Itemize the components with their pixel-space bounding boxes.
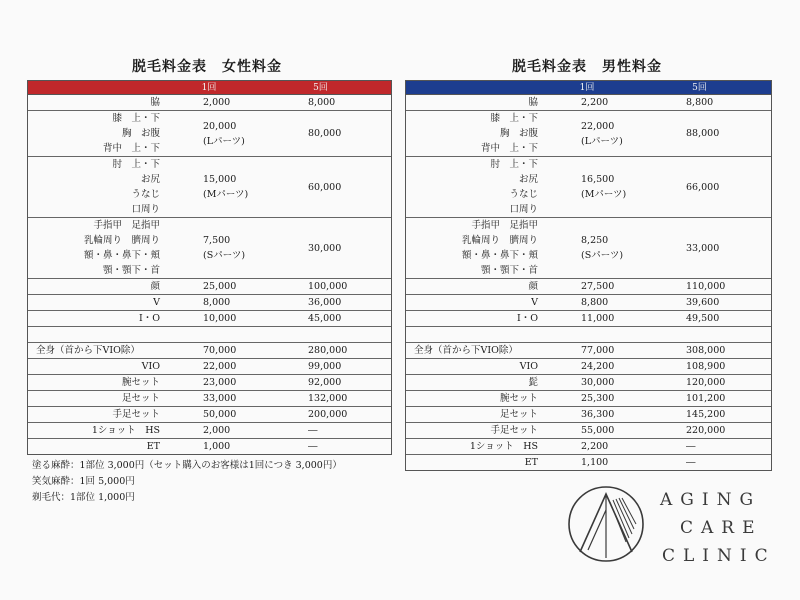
body-part-label: うなじ: [131, 189, 160, 200]
price-1-session-cell: [168, 439, 250, 454]
table-header: [28, 81, 391, 95]
body-part-label: お尻: [140, 174, 160, 185]
body-part-label: 肘 上・下: [490, 159, 538, 170]
price-1-session-cell: [546, 439, 628, 454]
female-price-table: [27, 80, 392, 455]
body-part-label: 手指甲 足指甲: [471, 220, 538, 231]
price-5-sessions-cell: [250, 95, 391, 110]
price-5-sessions-cell: [628, 343, 771, 358]
price-1-session-cell: [168, 343, 250, 358]
table-row: [406, 218, 771, 279]
body-part-label: 膝 上・下: [490, 113, 538, 124]
price-value: 132,000: [308, 393, 348, 404]
body-part-label: 胸 お腹: [121, 128, 160, 139]
body-part-label: 顎・顎下・首: [102, 265, 160, 276]
price-5-sessions-cell: [250, 343, 391, 358]
table-row: [28, 391, 391, 407]
price-5-sessions-cell: [250, 157, 391, 217]
body-part-cell: [406, 295, 546, 310]
body-part-cell: [406, 375, 546, 390]
body-part-label: 肘 上・下: [112, 159, 160, 170]
table-row: [28, 218, 391, 279]
body-part-label: 胸 お腹: [499, 128, 538, 139]
body-part-label: 顎・顎下・首: [480, 265, 538, 276]
price-value: 8,000: [203, 297, 231, 308]
price-5-sessions-cell: [628, 157, 771, 217]
body-part-cell: [406, 157, 546, 217]
price-value: 2,000: [203, 97, 231, 108]
body-part-label: VIO: [519, 361, 538, 372]
price-value: 145,200: [686, 409, 726, 420]
price-value: 8,800: [686, 97, 714, 108]
body-part-label: 全身（首から下VIO除）: [36, 345, 140, 356]
price-value: (Mパーツ): [581, 189, 627, 200]
price-5-sessions-cell: [250, 391, 391, 406]
body-part-label: 背中 上・下: [480, 143, 538, 154]
table-row: [406, 375, 771, 391]
table-row: [28, 157, 391, 218]
body-part-cell: [28, 439, 168, 454]
body-part-label: 1ショット HS: [91, 425, 160, 436]
body-part-cell: [28, 375, 168, 390]
body-part-label: 手足セット: [112, 409, 160, 420]
table-row: [28, 343, 391, 359]
body-part-cell: [406, 311, 546, 326]
logo-text-line: CLINIC: [662, 546, 776, 566]
price-value: 20,000: [203, 120, 237, 132]
price-value: 27,500: [581, 281, 615, 292]
price-1-session-cell: [168, 95, 250, 110]
price-value: (Sパーツ): [203, 250, 246, 261]
table-row: [28, 111, 391, 157]
price-value: 22,000: [203, 361, 237, 372]
table-row: [406, 295, 771, 311]
price-1-session-cell: [168, 279, 250, 294]
price-value: (Lパーツ): [203, 135, 245, 147]
body-part-label: 乳輪周り 臍周り: [461, 235, 538, 246]
price-1-session-cell: [546, 375, 628, 390]
note-line: 剃毛代：1部位 1,000円: [32, 492, 135, 503]
table-row: [406, 157, 771, 218]
price-value: 280,000: [308, 345, 348, 356]
body-part-label: 髭: [528, 377, 538, 388]
price-value: 33,000: [203, 393, 237, 404]
price-value: 11,000: [581, 313, 615, 324]
body-part-label: ET: [146, 441, 160, 452]
body-part-cell: [406, 343, 546, 358]
price-value: 39,600: [686, 297, 720, 308]
price-5-sessions-cell: [250, 279, 391, 294]
body-part-cell: [406, 279, 546, 294]
price-value: 77,000: [581, 345, 615, 356]
price-5-sessions-cell: [250, 375, 391, 390]
price-value: ―: [686, 457, 696, 468]
price-5-sessions-cell: [628, 359, 771, 374]
price-value: 23,000: [203, 377, 237, 388]
price-1-session-cell: [546, 455, 628, 470]
price-value: ―: [308, 425, 318, 436]
body-part-label: 口周り: [131, 204, 160, 215]
price-5-sessions-cell: [628, 295, 771, 310]
table-row: [28, 359, 391, 375]
price-1-session-cell: [546, 157, 628, 217]
price-5-sessions-cell: [628, 455, 771, 470]
body-part-cell: [28, 157, 168, 217]
price-5-sessions-cell: [628, 439, 771, 454]
price-value: 308,000: [686, 345, 726, 356]
price-value: 2,200: [581, 97, 609, 108]
price-value: 1,100: [581, 457, 609, 468]
body-part-label: 乳輪周り 臍周り: [83, 235, 160, 246]
table-row: [28, 423, 391, 439]
body-part-cell: [406, 95, 546, 110]
price-value: 24,200: [581, 361, 615, 372]
body-part-cell: [406, 455, 546, 470]
table-row: [406, 407, 771, 423]
table-header: [406, 81, 771, 95]
price-value: 25,300: [581, 393, 615, 404]
body-part-cell: [28, 279, 168, 294]
price-value: 8,800: [581, 297, 609, 308]
price-value: 1,000: [203, 441, 231, 452]
price-1-session-cell: [546, 311, 628, 326]
price-1-session-cell: [546, 295, 628, 310]
price-value: ―: [308, 441, 318, 452]
price-value: 15,000: [203, 174, 237, 185]
price-value: (Mパーツ): [203, 189, 249, 200]
table-body: [406, 95, 771, 470]
price-1-session-cell: [546, 407, 628, 422]
price-value: 30,000: [308, 242, 342, 254]
price-5-sessions-cell: [628, 407, 771, 422]
price-1-session-cell: [546, 111, 628, 156]
table-row: [28, 295, 391, 311]
body-part-label: 額・鼻・鼻下・頬: [83, 250, 160, 261]
table-row: [406, 439, 771, 455]
body-part-label: 膝 上・下: [112, 113, 160, 124]
price-value: 220,000: [686, 425, 726, 436]
header-part-cell: [406, 81, 546, 94]
price-value: 30,000: [581, 377, 615, 388]
price-value: 16,500: [581, 174, 615, 185]
table-row: [406, 455, 771, 470]
body-part-cell: [406, 111, 546, 156]
body-part-label: 顔: [150, 281, 160, 292]
logo-text-line: AGING: [660, 490, 762, 510]
table-row: [406, 359, 771, 375]
table-row: [406, 311, 771, 327]
body-part-cell: [406, 423, 546, 438]
table-row: [28, 95, 391, 111]
price-1-session-cell: [546, 343, 628, 358]
body-part-cell: [28, 407, 168, 422]
header-part-cell: [28, 81, 168, 94]
price-value: 45,000: [308, 313, 342, 324]
price-value: 8,250: [581, 235, 609, 246]
note-line: 塗る麻酔：1部位 3,000円（セット購入のお客様は1回につき 3,000円）: [32, 460, 342, 471]
price-value: 100,000: [308, 281, 348, 292]
price-1-session-cell: [168, 311, 250, 326]
price-value: (Lパーツ): [581, 135, 623, 147]
price-value: 66,000: [686, 181, 720, 193]
price-1-session-cell: [168, 295, 250, 310]
body-part-label: 1ショット HS: [469, 441, 538, 452]
body-part-cell: [406, 359, 546, 374]
price-value: 36,300: [581, 409, 615, 420]
body-part-cell: [28, 311, 168, 326]
price-value: 36,000: [308, 297, 342, 308]
body-part-label: ET: [524, 457, 538, 468]
table-row: [406, 279, 771, 295]
price-1-session-cell: [168, 359, 250, 374]
table-spacer-row: [28, 327, 391, 343]
price-1-session-cell: [546, 391, 628, 406]
price-value: 10,000: [203, 313, 237, 324]
price-value: 50,000: [203, 409, 237, 420]
price-5-sessions-cell: [250, 111, 391, 156]
price-value: 120,000: [686, 377, 726, 388]
price-1-session-cell: [168, 218, 250, 278]
price-5-sessions-cell: [628, 95, 771, 110]
price-5-sessions-cell: [250, 439, 391, 454]
body-part-label: V: [531, 297, 538, 308]
table-row: [28, 311, 391, 327]
price-value: 70,000: [203, 345, 237, 356]
price-1-session-cell: [168, 111, 250, 156]
body-part-cell: [28, 295, 168, 310]
price-value: 49,500: [686, 313, 720, 324]
body-part-cell: [28, 218, 168, 278]
body-part-label: V: [153, 297, 160, 308]
table-row: [406, 343, 771, 359]
price-value: 99,000: [308, 361, 342, 372]
header-5-sessions: 5回: [692, 83, 707, 93]
table-body: [28, 95, 391, 454]
table-row: [406, 111, 771, 157]
price-value: ―: [686, 441, 696, 452]
price-value: 80,000: [308, 128, 342, 139]
body-part-cell: [406, 439, 546, 454]
price-5-sessions-cell: [628, 111, 771, 156]
price-value: 2,000: [203, 425, 231, 436]
body-part-label: I・O: [516, 313, 538, 324]
body-part-cell: [28, 95, 168, 110]
male-price-table: [405, 80, 772, 471]
body-part-label: 腕セット: [121, 377, 160, 388]
price-1-session-cell: [168, 407, 250, 422]
price-value: 88,000: [686, 128, 720, 139]
header-1-session: 1回: [579, 83, 595, 93]
price-5-sessions-cell: [250, 423, 391, 438]
clinic-logo-icon: [566, 484, 646, 564]
price-value: 25,000: [203, 281, 237, 292]
table-spacer-row: [406, 327, 771, 343]
price-value: 108,900: [686, 361, 726, 372]
price-5-sessions-cell: [250, 295, 391, 310]
body-part-label: 脇: [150, 97, 160, 108]
price-value: 92,000: [308, 377, 342, 388]
body-part-label: VIO: [141, 361, 160, 372]
table-row: [406, 95, 771, 111]
table-row: [406, 423, 771, 439]
price-1-session-cell: [168, 375, 250, 390]
body-part-label: 手指甲 足指甲: [93, 220, 160, 231]
price-value: 2,200: [581, 441, 609, 452]
body-part-label: 足セット: [499, 409, 538, 420]
body-part-label: I・O: [138, 313, 160, 324]
price-value: 8,000: [308, 97, 336, 108]
body-part-label: 額・鼻・鼻下・頬: [461, 250, 538, 261]
body-part-cell: [28, 391, 168, 406]
price-value: (Sパーツ): [581, 250, 624, 261]
price-value: 200,000: [308, 409, 348, 420]
body-part-label: お尻: [518, 174, 538, 185]
logo-text-line: CARE: [680, 518, 763, 538]
body-part-cell: [406, 391, 546, 406]
price-5-sessions-cell: [250, 359, 391, 374]
body-part-label: 腕セット: [499, 393, 538, 404]
table-row: [406, 391, 771, 407]
table-row: [28, 407, 391, 423]
price-value: 55,000: [581, 425, 615, 436]
price-5-sessions-cell: [628, 218, 771, 278]
note-line: 笑気麻酔：1回 5,000円: [32, 476, 135, 487]
price-1-session-cell: [546, 218, 628, 278]
header-1-session: 1回: [201, 83, 217, 93]
body-part-label: 手足セット: [490, 425, 538, 436]
body-part-label: 口周り: [509, 204, 538, 215]
price-1-session-cell: [546, 359, 628, 374]
male-price-title: 脱毛料金表 男性料金: [512, 59, 662, 75]
body-part-cell: [406, 407, 546, 422]
price-value: 101,200: [686, 393, 726, 404]
price-value: 22,000: [581, 120, 615, 132]
price-value: 33,000: [686, 242, 720, 254]
price-5-sessions-cell: [628, 423, 771, 438]
body-part-label: 全身（首から下VIO除）: [414, 345, 518, 356]
table-row: [28, 375, 391, 391]
price-5-sessions-cell: [250, 407, 391, 422]
body-part-cell: [406, 218, 546, 278]
price-5-sessions-cell: [628, 279, 771, 294]
price-1-session-cell: [168, 391, 250, 406]
body-part-label: 脇: [528, 97, 538, 108]
body-part-cell: [28, 359, 168, 374]
body-part-label: 背中 上・下: [102, 143, 160, 154]
body-part-label: 顔: [528, 281, 538, 292]
anesthesia-notes: [32, 458, 342, 506]
table-row: [28, 279, 391, 295]
table-row: [28, 439, 391, 454]
price-5-sessions-cell: [628, 311, 771, 326]
body-part-cell: [28, 423, 168, 438]
price-5-sessions-cell: [250, 311, 391, 326]
body-part-cell: [28, 111, 168, 156]
body-part-label: うなじ: [509, 189, 538, 200]
price-value: 7,500: [203, 235, 231, 246]
price-5-sessions-cell: [628, 375, 771, 390]
price-5-sessions-cell: [250, 218, 391, 278]
price-1-session-cell: [546, 423, 628, 438]
price-value: 60,000: [308, 181, 342, 193]
body-part-cell: [28, 343, 168, 358]
body-part-label: 足セット: [121, 393, 160, 404]
price-value: 110,000: [686, 281, 726, 292]
price-1-session-cell: [546, 95, 628, 110]
female-price-title: 脱毛料金表 女性料金: [132, 59, 282, 75]
price-1-session-cell: [546, 279, 628, 294]
price-1-session-cell: [168, 157, 250, 217]
price-1-session-cell: [168, 423, 250, 438]
header-5-sessions: 5回: [313, 83, 328, 93]
price-5-sessions-cell: [628, 391, 771, 406]
